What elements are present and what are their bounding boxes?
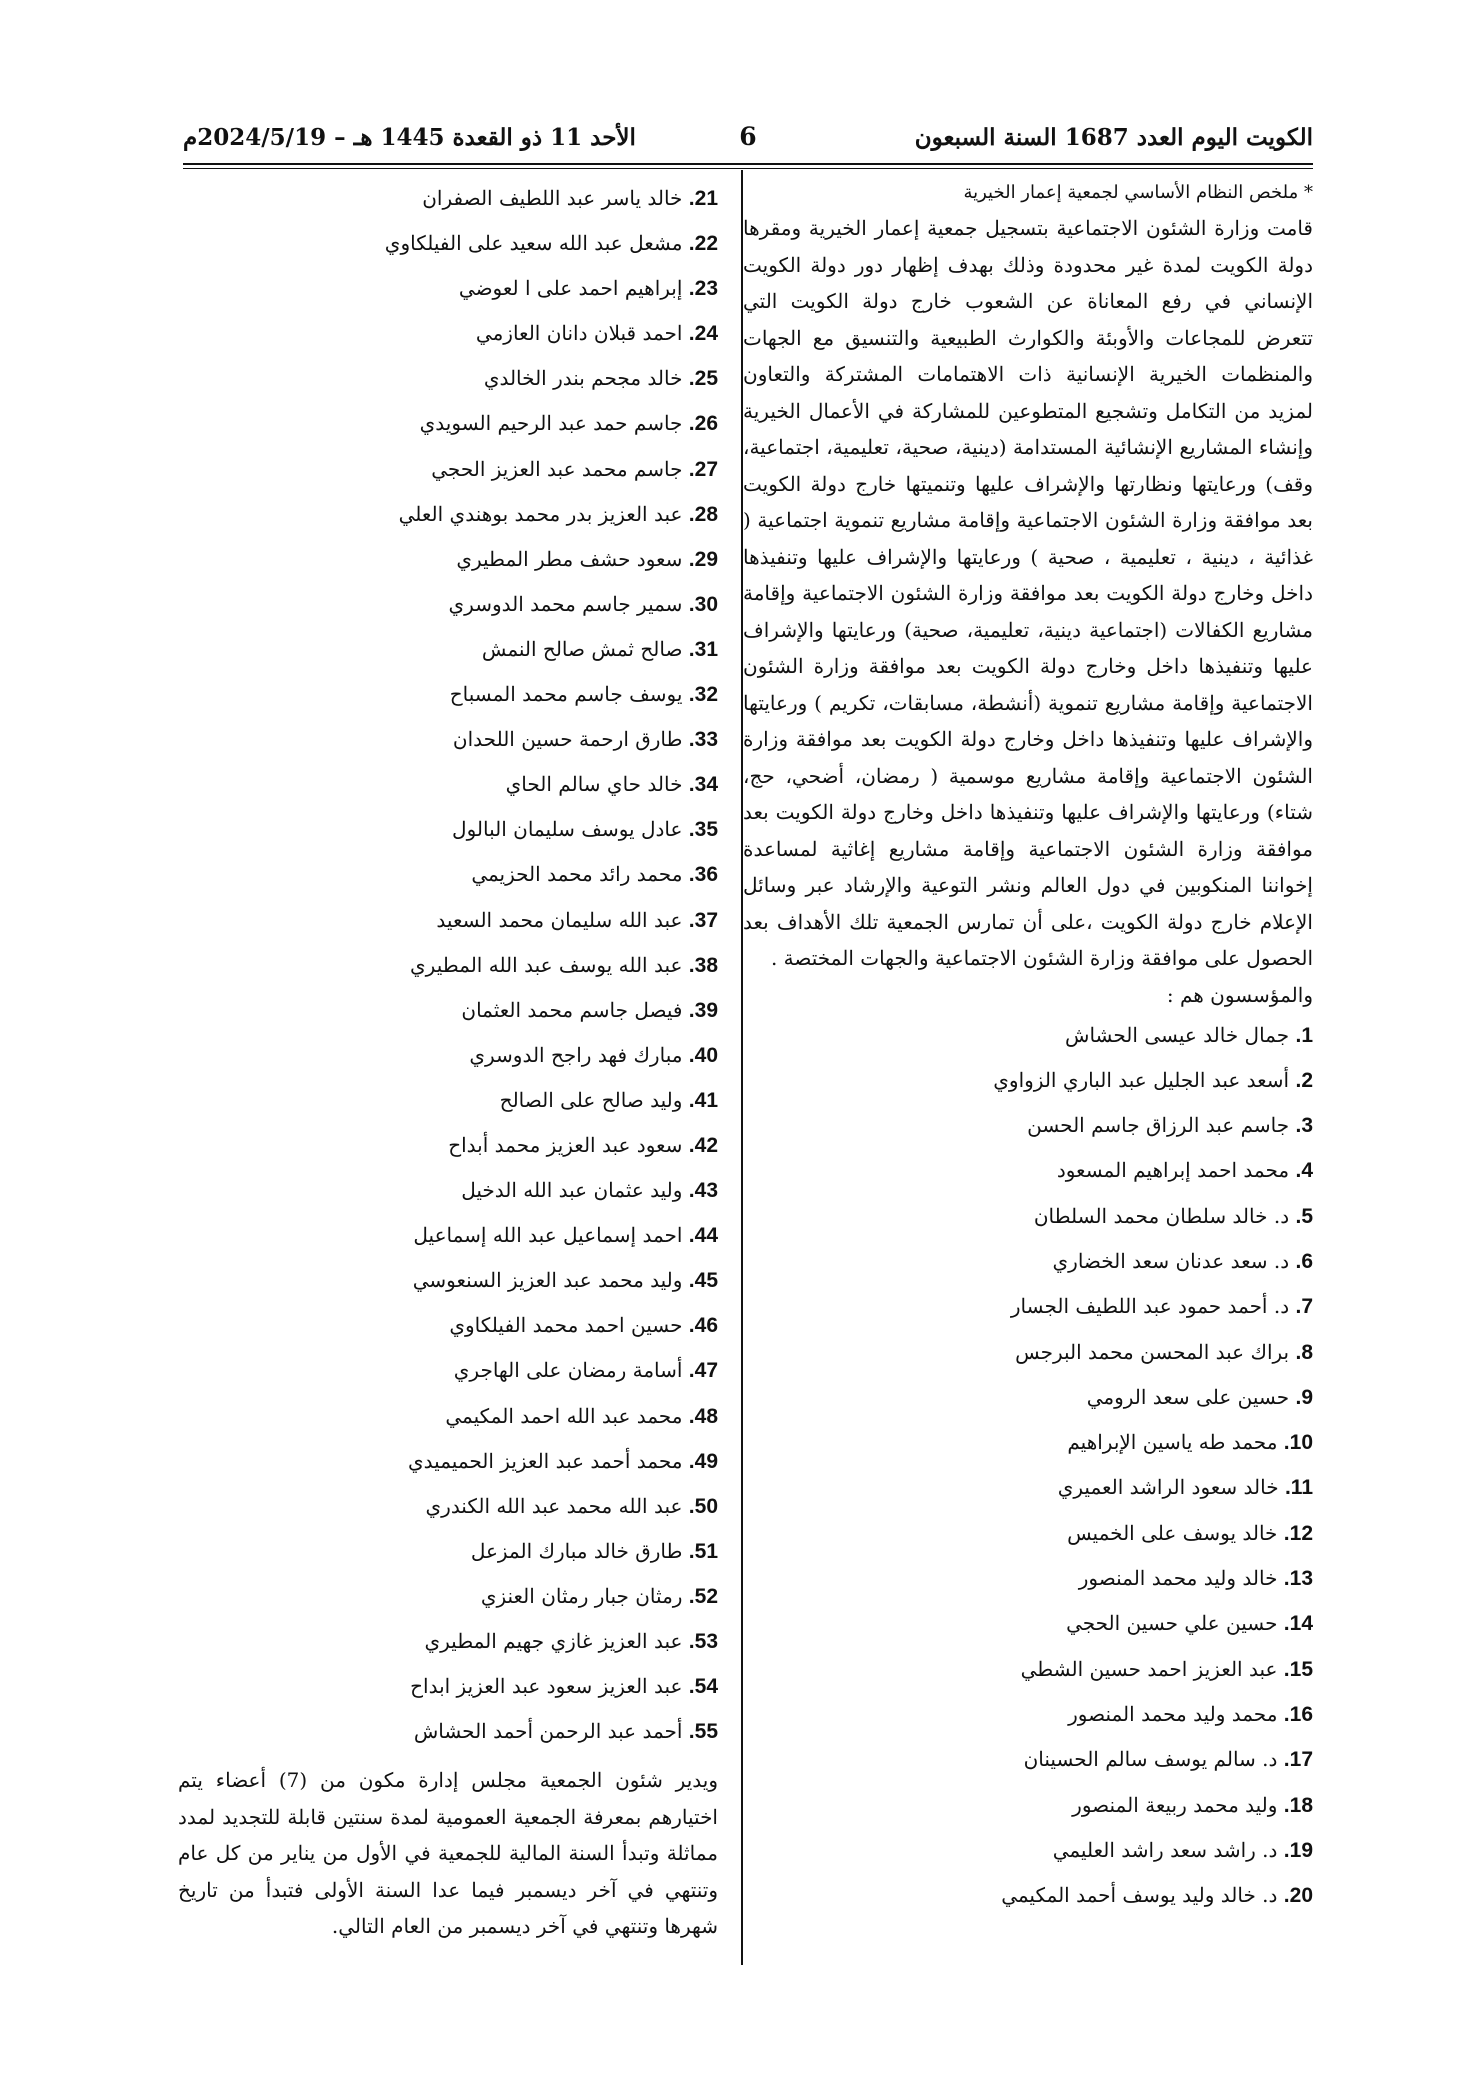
founder-item: [743, 1058, 1313, 1103]
founders-list-right: [743, 1013, 1313, 1919]
founder-name: جاسم عبد الرزاق جاسم الحسن: [1027, 1113, 1290, 1138]
founder-number: 24.: [688, 322, 718, 346]
founder-item: [743, 1556, 1313, 1601]
founder-name: عبد العزيز غازي جهيم المطيري: [424, 1629, 683, 1653]
founder-item: [178, 627, 718, 672]
founder-number: 41.: [688, 1088, 718, 1112]
founder-name: مبارك فهد راجح الدوسري: [469, 1042, 683, 1067]
founder-name: خالد حاي سالم الحاي: [505, 772, 683, 797]
founder-name: خالد مجحم بندر الخالدي: [483, 366, 683, 391]
founder-name: مشعل عبد الله سعيد على الفيلكاوي: [384, 231, 683, 256]
founder-name: عبد الله يوسف عبد الله المطيري: [410, 952, 683, 977]
founder-number: 25.: [688, 367, 718, 391]
header-date: الأحد 11 ذو القعدة 1445 هـ – 2024/5/19م: [183, 124, 636, 151]
founder-item: [178, 988, 718, 1033]
founder-item: [743, 1692, 1313, 1737]
founder-number: 30.: [688, 592, 718, 616]
founders-intro: والمؤسسون هم :: [1166, 982, 1313, 1007]
founder-item: [178, 807, 718, 852]
founder-name: احمد إسماعيل عبد الله إسماعيل: [413, 1223, 683, 1248]
founder-name: وليد محمد ربيعة المنصور: [1072, 1792, 1278, 1817]
founder-item: [178, 221, 718, 266]
founder-item: [178, 1303, 718, 1348]
founder-number: 26.: [688, 412, 718, 436]
founder-name: خالد ياسر عبد اللطيف الصفران: [422, 186, 683, 210]
founder-name: د. أحمد حمود عبد اللطيف الجسار: [1010, 1294, 1290, 1319]
founder-number: 6.: [1295, 1249, 1313, 1273]
founder-item: [178, 672, 718, 717]
founder-name: جمال خالد عيسى الحشاش: [1065, 1022, 1290, 1047]
founder-item: [743, 1828, 1313, 1873]
founder-name: طارق ارحمة حسين اللحدان: [452, 727, 683, 752]
founder-number: 11.: [1284, 1476, 1313, 1500]
founder-number: 33.: [688, 728, 718, 752]
founder-name: حسين على سعد الرومي: [1086, 1384, 1290, 1409]
founder-name: محمد احمد إبراهيم المسعود: [1056, 1158, 1290, 1183]
founder-name: محمد وليد محمد المنصور: [1068, 1701, 1278, 1726]
founder-item: [743, 1284, 1313, 1329]
founder-name: رمثان جبار رمثان العنزي: [480, 1583, 683, 1608]
founder-item: [178, 311, 718, 356]
founder-item: [178, 1168, 718, 1213]
founder-name: محمد عبد الله احمد المكيمي: [445, 1403, 683, 1428]
founder-number: 47.: [688, 1359, 718, 1383]
left-column: [178, 176, 718, 1945]
founder-item: [178, 1123, 718, 1168]
founder-number: 35.: [688, 818, 718, 842]
founder-item: [743, 1194, 1313, 1239]
founder-name: براك عبد المحسن محمد البرجس: [1015, 1339, 1290, 1364]
founder-item: [743, 1013, 1313, 1058]
founder-number: 17.: [1283, 1748, 1313, 1772]
founder-item: [178, 717, 718, 762]
founder-number: 53.: [688, 1630, 718, 1653]
founder-item: [178, 1484, 718, 1529]
founder-number: 27.: [688, 457, 718, 481]
founder-number: 20.: [1283, 1884, 1313, 1908]
founder-number: 23.: [688, 277, 718, 301]
founder-item: [743, 1601, 1313, 1646]
founder-number: 44.: [688, 1224, 718, 1248]
founder-number: 9.: [1295, 1385, 1313, 1409]
founder-name: وليد محمد عبد العزيز السنعوسي: [412, 1268, 683, 1293]
founder-item: [178, 1619, 718, 1664]
founder-number: 34.: [688, 773, 718, 797]
founder-number: 42.: [688, 1133, 718, 1157]
founder-item: [743, 1511, 1313, 1556]
founder-item: [178, 1439, 718, 1484]
founder-name: إبراهيم احمد على ا لعوضي: [458, 276, 683, 301]
founder-item: [743, 1420, 1313, 1465]
founder-number: 29.: [688, 547, 718, 571]
founder-name: د. سعد عدنان سعد الخضاري: [1052, 1248, 1290, 1273]
founder-item: [178, 943, 718, 988]
founder-name: محمد رائد محمد الحزيمي: [471, 862, 683, 887]
founder-item: [743, 1873, 1313, 1918]
founder-name: جاسم محمد عبد العزيز الحجي: [431, 456, 683, 481]
founder-number: 36.: [688, 863, 718, 887]
founder-number: 1.: [1295, 1023, 1313, 1047]
founder-item: [178, 401, 718, 446]
founder-name: أسامة رمضان على الهاجري: [453, 1358, 683, 1383]
founder-item: [743, 1465, 1313, 1510]
article-title: * ملخص النظام الأساسي لجمعية إعمار الخيرية: [963, 182, 1313, 203]
article-body: قامت وزارة الشئون الاجتماعية بتسجيل جمعية إعمار الخيرية ومقرها دولة الكويت لمدة غير محدودة وذلك بهدف إظهار دور دولة الكويت الإنساني في رفع المعاناة عن الشعوب خارج دولة الكويت التي تتعرض للمجاعات والأوبئة والكوارث الطبيعية والتنسيق مع الجهات والمنظمات الخيرية الإنسانية ذات الاهتمامات المشتركة والتعاون لمزيد من التكامل وتشجيع المتطوعين للمشاركة في الأعمال الخيرية وإنشاء المشاريع الإنشائية المستدامة (دينية، صحية، تعليمية، اجتماعية، وقف) ورعايتها ونظارتها والإشراف عليها وتنميتها خارج دولة الكويت بعد موافقة وزارة الشئون الاجتماعية وإقامة مشاريع تنموية اجتماعية ( غذائية ، دينية ، تعليمية ، صحية ) ورعايتها والإشراف عليها وتنفيذها داخل وخارج دولة الكويت بعد موافقة وزارة الشئون الاجتماعية وإقامة مشاريع الكفالات (اجتماعية دينية، تعليمية، صحية) ورعايتها والإشراف عليها وتنفيذها داخل وخارج دولة الكويت بعد موافقة وزارة الشئون الاجتماعية وإقامة مشاريع تنموية (أنشطة، مسابقات، تكريم ) ورعايتها والإشراف عليها وتنفيذها داخل وخارج دولة الكويت بعد موافقة وزارة الشئون الاجتماعية وإقامة مشاريع موسمية ( رمضان، أضحي، حج، شتاء) ورعايتها والإشراف عليها وتنفيذها داخل وخارج دولة الكويت بعد موافقة وزارة الشئون الاجتماعية وإقامة مشاريع إغاثية لمساعدة إخواننا المنكوبين في دول العالم ونشر التوعية والإرشاد عبر وسائل الإعلام خارج دولة الكويت ،على أن تمارس الجمعية تلك الأهداف بعد الحصول على موافقة وزارة الشئون الاجتماعية والجهات المختصة .: [743, 216, 1313, 970]
founder-name: احمد قبلان دانان العازمي: [475, 321, 683, 346]
founder-number: 13.: [1283, 1567, 1313, 1591]
founder-name: حسين علي حسين الحجي: [1066, 1611, 1278, 1636]
founder-number: 3.: [1295, 1114, 1313, 1138]
founder-name: حسين احمد محمد الفيلكاوي: [449, 1313, 683, 1338]
founder-name: عبد العزيز سعود عبد العزيز ابداح: [410, 1674, 683, 1699]
founder-number: 54.: [688, 1675, 718, 1699]
founder-number: 10.: [1283, 1431, 1313, 1455]
founder-number: 55.: [688, 1720, 718, 1744]
founder-item: [178, 176, 718, 221]
founder-name: د. سالم يوسف سالم الحسينان: [1023, 1747, 1278, 1772]
founder-name: د. خالد وليد يوسف أحمد المكيمي: [1001, 1883, 1278, 1908]
founder-item: [178, 1258, 718, 1303]
founder-name: عبد الله سليمان محمد السعيد: [436, 907, 683, 932]
founder-number: 21.: [688, 187, 718, 210]
founder-number: 4.: [1295, 1159, 1313, 1183]
founder-name: طارق خالد مبارك المزعل: [470, 1538, 683, 1563]
founder-item: [178, 1664, 718, 1709]
founder-name: عادل يوسف سليمان البالول: [452, 817, 683, 842]
founder-number: 48.: [688, 1404, 718, 1428]
founder-item: [178, 447, 718, 492]
founder-item: [178, 898, 718, 943]
founder-name: محمد طه ياسين الإبراهيم: [1067, 1430, 1278, 1455]
header-page-number: 6: [739, 122, 757, 151]
founder-number: 14.: [1283, 1612, 1313, 1636]
founder-name: يوسف جاسم محمد المسباح: [449, 682, 683, 707]
founder-number: 22.: [688, 232, 718, 256]
founder-number: 45.: [688, 1269, 718, 1293]
founder-item: [178, 762, 718, 807]
founder-number: 32.: [688, 683, 718, 707]
founder-name: د. راشد سعد راشد العليمي: [1052, 1837, 1278, 1862]
founder-number: 28.: [688, 502, 718, 526]
founder-name: د. خالد سلطان محمد السلطان: [1033, 1203, 1290, 1228]
header-issue-info: الكويت اليوم العدد 1687 السنة السبعون: [914, 124, 1313, 151]
founder-number: 51.: [688, 1539, 718, 1563]
founder-name: خالد سعود الراشد العميري: [1057, 1475, 1279, 1500]
founder-number: 40.: [688, 1043, 718, 1067]
founder-name: سعود عبد العزيز محمد أبداح: [448, 1132, 683, 1157]
page-header: [183, 118, 1313, 158]
founder-item: [743, 1647, 1313, 1692]
founder-item: [743, 1103, 1313, 1148]
founder-name: خالد يوسف على الخميس: [1067, 1520, 1278, 1545]
founder-item: [178, 1709, 718, 1754]
founder-number: 37.: [688, 908, 718, 932]
founder-item: [178, 1033, 718, 1078]
founder-item: [178, 492, 718, 537]
founder-name: فيصل جاسم محمد العثمان: [461, 997, 683, 1022]
founder-number: 52.: [688, 1584, 718, 1608]
founder-name: جاسم حمد عبد الرحيم السويدي: [419, 411, 683, 436]
founder-item: [178, 1574, 718, 1619]
founder-name: أحمد عبد الرحمن أحمد الحشاش: [413, 1719, 683, 1744]
founder-item: [178, 537, 718, 582]
founders-list-left: [178, 176, 718, 1754]
founder-name: عبد العزيز احمد حسين الشطي: [1020, 1656, 1278, 1681]
founder-item: [178, 1394, 718, 1439]
founder-number: 15.: [1283, 1657, 1313, 1681]
founder-item: [178, 1529, 718, 1574]
founder-name: وليد عثمان عبد الله الدخيل: [461, 1178, 683, 1203]
founder-name: خالد وليد محمد المنصور: [1078, 1566, 1278, 1591]
founder-name: سعود حشف مطر المطيري: [456, 546, 683, 571]
founder-name: سمير جاسم محمد الدوسري: [448, 591, 683, 616]
founder-number: 2.: [1295, 1068, 1313, 1092]
founder-name: صالح ثمش صالح النمش: [481, 636, 683, 661]
founder-item: [178, 356, 718, 401]
founder-item: [178, 1213, 718, 1258]
founder-item: [178, 1078, 718, 1123]
header-rule-thin: [183, 168, 1313, 169]
founder-number: 18.: [1283, 1793, 1313, 1817]
founder-number: 50.: [688, 1494, 718, 1518]
founder-item: [743, 1783, 1313, 1828]
founder-name: وليد صالح على الصالح: [499, 1087, 683, 1112]
founder-name: محمد أحمد عبد العزيز الحميميدي: [408, 1448, 683, 1473]
founder-name: عبد الله محمد عبد الله الكندري: [425, 1493, 683, 1518]
founder-item: [178, 266, 718, 311]
founder-item: [743, 1148, 1313, 1193]
founder-item: [743, 1737, 1313, 1782]
founder-item: [743, 1239, 1313, 1284]
founder-name: عبد العزيز بدر محمد بوهندي العلي: [398, 501, 683, 526]
founder-number: 49.: [688, 1449, 718, 1473]
founder-number: 39.: [688, 998, 718, 1022]
founder-item: [178, 852, 718, 897]
founder-item: [178, 582, 718, 627]
right-column: [743, 176, 1313, 1918]
founder-number: 12.: [1283, 1521, 1313, 1545]
founder-item: [743, 1375, 1313, 1420]
founder-number: 8.: [1295, 1340, 1313, 1364]
founder-number: 19.: [1283, 1838, 1313, 1862]
closing-paragraph: ويدير شئون الجمعية مجلس إدارة مكون من (7) أعضاء يتم اختيارهم بمعرفة الجمعية العمومية لمدة سنتين قابلة للتجديد لمدد مماثلة وتبدأ السنة المالية للجمعية في الأول من يناير من كل عام وتنتهي في آخر ديسمبر فيما عدا السنة الأولى فتبدأ من تاريخ شهرها وتنتهي في آخر ديسمبر من العام التالي.: [178, 1768, 718, 1939]
founder-number: 16.: [1283, 1702, 1313, 1726]
founder-item: [178, 1348, 718, 1393]
header-rule-thick: [183, 163, 1313, 165]
founder-number: 31.: [688, 637, 718, 661]
founder-name: أسعد عبد الجليل عبد الباري الزواوي: [993, 1067, 1290, 1092]
founder-item: [743, 1330, 1313, 1375]
founder-number: 38.: [688, 953, 718, 977]
founder-number: 7.: [1295, 1295, 1313, 1319]
founder-number: 43.: [688, 1179, 718, 1203]
founder-number: 46.: [688, 1314, 718, 1338]
founder-number: 5.: [1295, 1204, 1313, 1228]
